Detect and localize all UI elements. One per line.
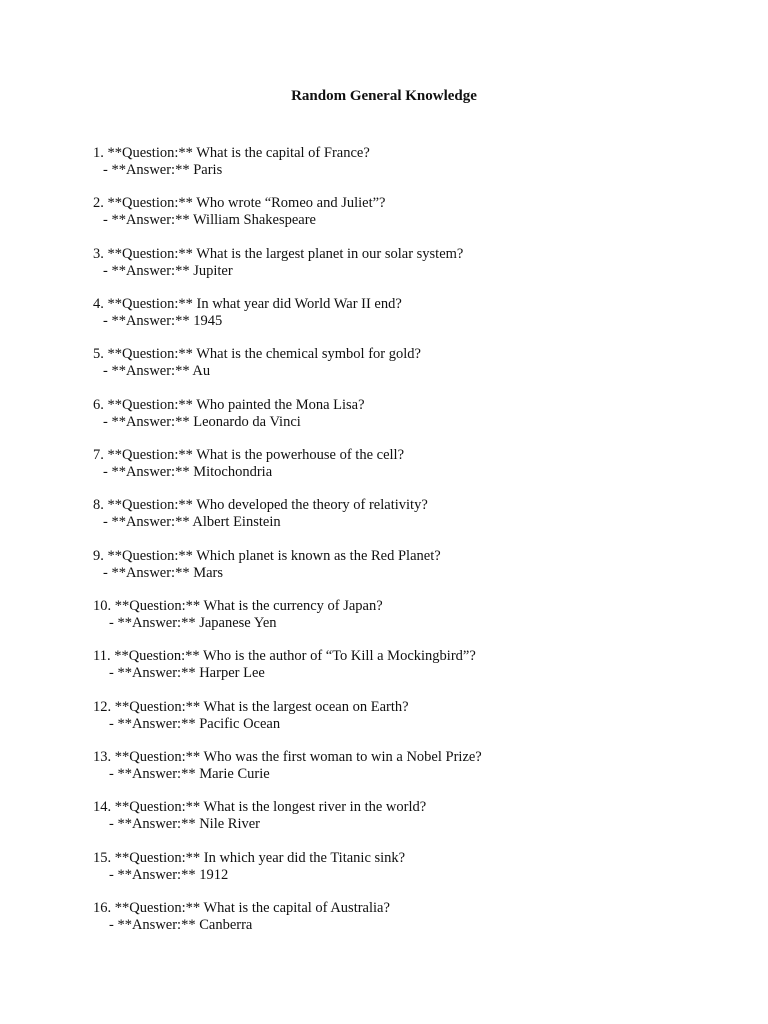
answer-text: - **Answer:** Marie Curie — [109, 765, 270, 782]
qa-item — [0, 145, 768, 195]
answer-text: - **Answer:** Harper Lee — [109, 665, 265, 682]
answer-text: - **Answer:** Paris — [103, 162, 223, 178]
answer-text: - **Answer:** Jupiter — [103, 262, 233, 279]
question-text: 2. **Question:** Who wrote “Romeo and Juliet”? — [93, 195, 386, 212]
qa-item — [0, 648, 768, 698]
question-text: 9. **Question:** Which planet is known as the Red Planet? — [93, 547, 441, 564]
answer-text: - **Answer:** Au — [103, 363, 211, 380]
question-text: 5. **Question:** What is the chemical symbol for gold? — [93, 346, 421, 363]
question-text: 16. **Question:** What is the capital of Australia? — [93, 899, 390, 916]
question-text: 8. **Question:** Who developed the theory of relativity? — [93, 497, 428, 514]
question-text: 10. **Question:** What is the currency of Japan? — [93, 597, 383, 614]
document-title: Random General Knowledge — [291, 88, 477, 104]
qa-item — [0, 548, 768, 598]
answer-text: - **Answer:** Nile River — [109, 816, 261, 833]
qa-item — [0, 598, 768, 648]
qa-item — [0, 346, 768, 396]
qa-item — [0, 850, 768, 900]
qa-item — [0, 497, 768, 547]
answer-text: - **Answer:** Leonardo da Vinci — [103, 413, 301, 430]
qa-item — [0, 246, 768, 296]
qa-item — [0, 447, 768, 497]
question-text: 12. **Question:** What is the largest ocean on Earth? — [93, 698, 409, 715]
question-text: 14. **Question:** What is the longest river in the world? — [93, 799, 427, 816]
answer-text: - **Answer:** William Shakespeare — [103, 212, 316, 229]
question-text: 3. **Question:** What is the largest planet in our solar system? — [93, 245, 464, 262]
answer-text: - **Answer:** Pacific Ocean — [109, 715, 281, 732]
answer-text: - **Answer:** Canberra — [109, 916, 253, 933]
answer-text: - **Answer:** Mars — [103, 564, 224, 581]
answer-text: - **Answer:** 1912 — [109, 866, 229, 883]
question-text: 6. **Question:** Who painted the Mona Lisa? — [93, 396, 365, 413]
question-text: 15. **Question:** In which year did the Titanic sink? — [93, 849, 406, 866]
qa-item — [0, 397, 768, 447]
question-text: 13. **Question:** Who was the first woman to win a Nobel Prize? — [93, 748, 482, 765]
qa-list — [0, 145, 768, 950]
qa-item — [0, 699, 768, 749]
answer-text: - **Answer:** Japanese Yen — [109, 614, 277, 631]
question-text: 7. **Question:** What is the powerhouse of the cell? — [93, 446, 405, 463]
question-text: 4. **Question:** In what year did World War II end? — [93, 295, 402, 312]
qa-item — [0, 195, 768, 245]
answer-text: - **Answer:** Albert Einstein — [103, 514, 281, 531]
question-text: 1. **Question:** What is the capital of France? — [93, 145, 370, 161]
qa-item — [0, 749, 768, 799]
answer-text: - **Answer:** 1945 — [103, 312, 223, 329]
qa-item — [0, 900, 768, 950]
question-text: 11. **Question:** Who is the author of “To Kill a Mockingbird”? — [93, 648, 476, 665]
answer-text: - **Answer:** Mitochondria — [103, 463, 273, 480]
qa-item — [0, 799, 768, 849]
qa-item — [0, 296, 768, 346]
